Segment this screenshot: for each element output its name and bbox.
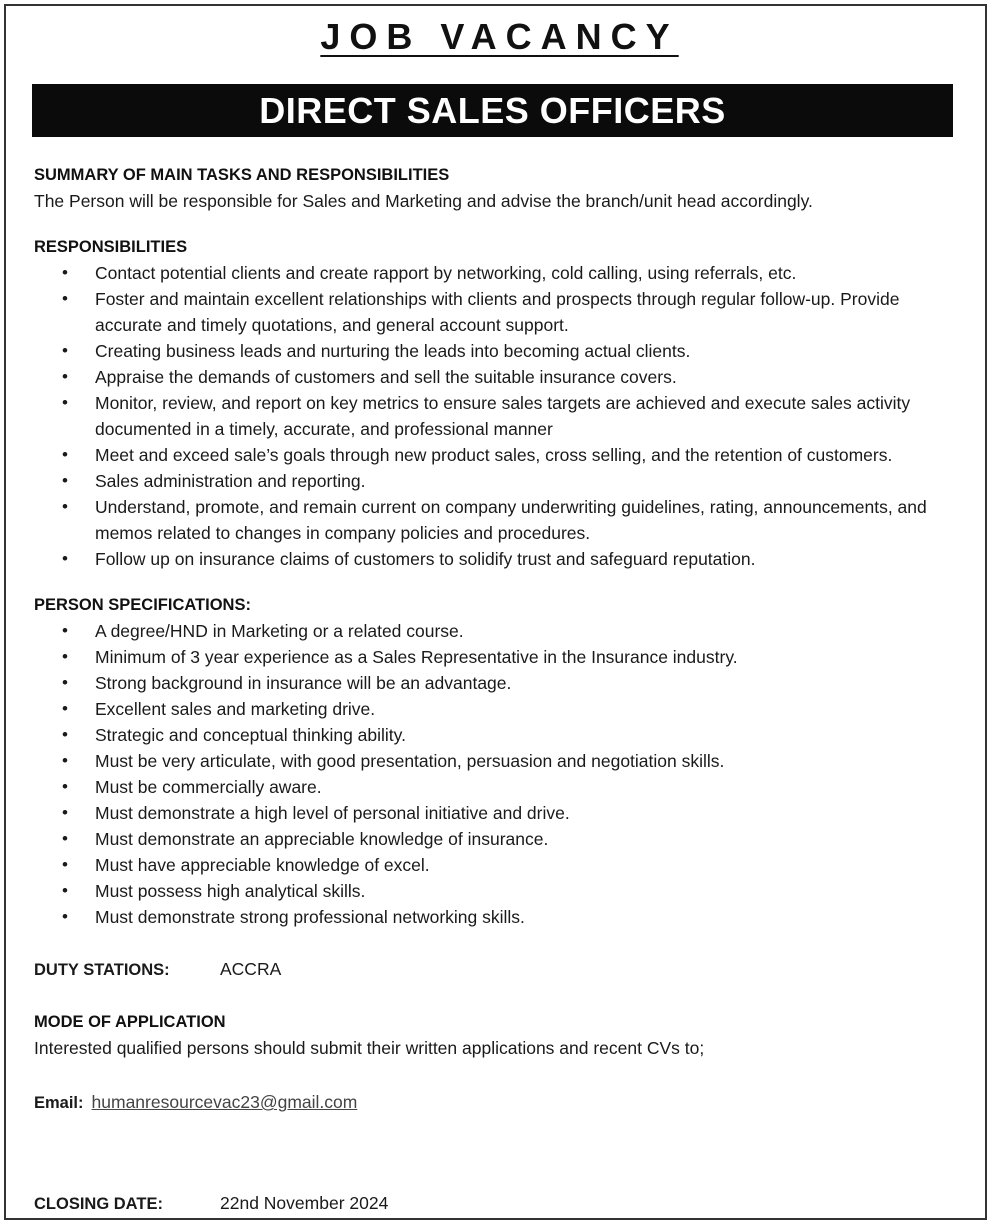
- list-item: • A degree/HND in Marketing or a related course.: [34, 618, 959, 644]
- list-item: • Strong background in insurance will be an advantage.: [34, 670, 959, 696]
- list-item: • Creating business leads and nurturing the leads into becoming actual clients.: [34, 338, 959, 364]
- application-heading: MODE OF APPLICATION: [34, 1013, 226, 1031]
- position-title: DIRECT SALES OFFICERS: [259, 89, 726, 131]
- closing-date-label: CLOSING DATE:: [34, 1195, 163, 1213]
- duty-stations-value: ACCRA: [220, 959, 282, 979]
- list-item: • Monitor, review, and report on key metrics to ensure sales targets are achieved and execute sales activity documented in a timely, accurate, and professional manner: [34, 390, 959, 442]
- list-item: • Strategic and conceptual thinking ability.: [34, 722, 959, 748]
- list-item: • Must have appreciable knowledge of excel.: [34, 852, 959, 878]
- closing-date-value: 22nd November 2024: [220, 1193, 389, 1213]
- list-item: • Meet and exceed sale’s goals through new product sales, cross selling, and the retention of customers.: [34, 442, 959, 468]
- list-item: • Must demonstrate a high level of personal initiative and drive.: [34, 800, 959, 826]
- list-item: • Understand, promote, and remain current on company underwriting guidelines, rating, announcements, and memos related to changes in company policies and procedures.: [34, 494, 959, 546]
- application-text: Interested qualified persons should submit their written applications and recent CVs to;: [34, 1038, 705, 1058]
- duty-stations-label: DUTY STATIONS:: [34, 961, 170, 979]
- list-item: • Sales administration and reporting.: [34, 468, 959, 494]
- position-banner: [32, 84, 953, 137]
- summary-text: The Person will be responsible for Sales and Marketing and advise the branch/unit head accordingly.: [34, 191, 813, 211]
- email-link[interactable]: humanresourcevac23@gmail.com: [91, 1092, 358, 1112]
- closing-date-row: [34, 1193, 388, 1214]
- document-body: [34, 162, 959, 1116]
- list-item: • Contact potential clients and create rapport by networking, cold calling, using referrals, etc.: [34, 260, 959, 286]
- list-item: • Must be very articulate, with good presentation, persuasion and negotiation skills.: [34, 748, 959, 774]
- list-item: • Must demonstrate an appreciable knowledge of insurance.: [34, 826, 959, 852]
- list-item: • Follow up on insurance claims of customers to solidify trust and safeguard reputation.: [34, 546, 959, 572]
- list-item: • Minimum of 3 year experience as a Sales Representative in the Insurance industry.: [34, 644, 959, 670]
- list-item: • Appraise the demands of customers and sell the suitable insurance covers.: [34, 364, 959, 390]
- list-item: • Must possess high analytical skills.: [34, 878, 959, 904]
- responsibilities-list: [34, 260, 959, 572]
- person-specifications-list: [34, 618, 959, 930]
- list-item: • Must be commercially aware.: [34, 774, 959, 800]
- list-item: • Must demonstrate strong professional networking skills.: [34, 904, 959, 930]
- email-row: [34, 1089, 959, 1116]
- person-specifications-heading: PERSON SPECIFICATIONS:: [34, 596, 251, 614]
- list-item: • Excellent sales and marketing drive.: [34, 696, 959, 722]
- email-label: Email:: [34, 1094, 84, 1112]
- job-vacancy-title: JOB VACANCY: [320, 16, 679, 57]
- responsibilities-heading: RESPONSIBILITIES: [34, 238, 188, 256]
- duty-stations-row: [34, 956, 959, 983]
- list-item: • Foster and maintain excellent relationships with clients and prospects through regular follow-up. Provide accurate and timely quotations, and general account support.: [34, 286, 959, 338]
- summary-heading: SUMMARY OF MAIN TASKS AND RESPONSIBILITIES: [34, 166, 450, 184]
